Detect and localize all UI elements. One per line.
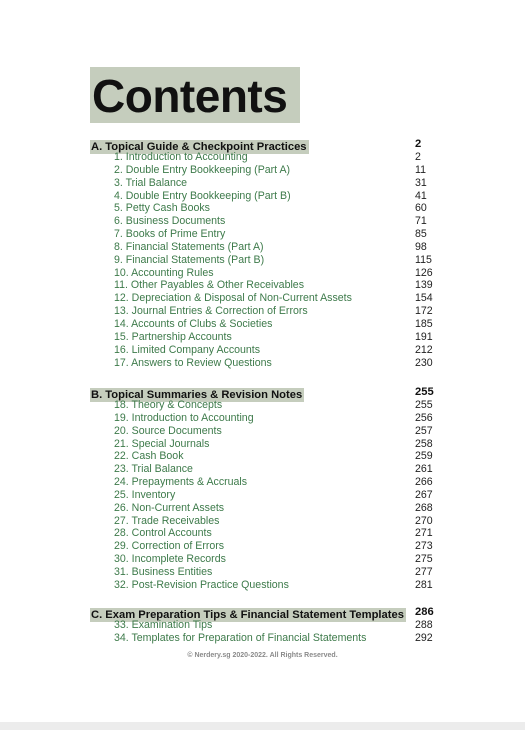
toc-entry-page: 268 [415,501,433,514]
toc-entry[interactable] [90,202,450,215]
toc-entry-page: 191 [415,330,433,343]
toc-entry-label: 29. Correction of Errors [114,540,225,553]
toc-entry-label: 30. Incomplete Records [114,553,226,566]
toc-entry[interactable] [90,190,450,203]
toc-entry[interactable] [90,399,450,412]
toc-entry-label: 23. Trial Balance [114,463,193,476]
toc-entry-label: 18. Theory & Concepts [114,399,223,411]
copyright-footer: © Nerdery.sg 2020-2022. All Rights Reserved. [187,652,338,659]
toc-entry-label: 32. Post-Revision Practice Questions [114,578,289,591]
page-title: Contents [90,67,300,123]
toc-entry[interactable] [90,527,450,540]
toc-entry-page: 261 [415,463,433,476]
toc-entry[interactable] [90,177,450,190]
toc-entry-page: 11 [415,163,426,176]
toc-entry[interactable] [90,254,450,267]
toc-entry[interactable] [90,540,450,553]
toc-entry-page: 255 [415,399,433,411]
toc-entry[interactable] [90,412,450,425]
section-heading[interactable] [90,605,450,619]
toc-entry-page: 154 [415,292,433,305]
toc-entry-page: 266 [415,476,433,489]
toc-entry-page: 139 [415,279,433,292]
toc-entry-page: 230 [415,356,433,369]
toc-entry-label: 1. Introduction to Accounting [114,151,248,163]
toc-entry-label: 8. Financial Statements (Part A) [114,240,264,253]
section-title: C. Exam Preparation Tips & Financial Statement Templates [91,609,404,621]
toc-entry-label: 12. Depreciation & Disposal of Non-Current Assets [114,292,352,305]
toc-entry[interactable] [90,292,450,305]
toc-entry-page: 277 [415,565,433,578]
toc-entry[interactable] [90,151,450,164]
toc-entry-page: 292 [415,631,433,644]
toc-entry-label: 10. Accounting Rules [114,266,214,279]
toc-entry[interactable] [90,515,450,528]
toc-entry-label: 25. Inventory [114,488,176,501]
toc-entry-page: 267 [415,488,433,501]
toc-entry[interactable] [90,357,450,370]
toc-entry-label: 3. Trial Balance [114,176,188,189]
toc-entry-page: 126 [415,266,433,279]
toc-entry-page: 256 [415,411,433,424]
toc-entry[interactable] [90,344,450,357]
toc-entry[interactable] [90,438,450,451]
toc-entry-label: 5. Petty Cash Books [114,202,210,215]
toc-entry-page: 41 [415,189,427,202]
toc-entry-label: 24. Prepayments & Accruals [114,476,248,489]
section-heading[interactable] [90,385,450,399]
toc-entry-label: 26. Non-Current Assets [114,501,225,514]
toc-entry[interactable] [90,331,450,344]
toc-entry[interactable] [90,228,450,241]
toc-entry-label: 31. Business Entities [114,565,213,578]
toc-section-b [90,385,450,592]
toc-entry-page: 185 [415,317,433,330]
toc-entry[interactable] [90,164,450,177]
toc-entry[interactable] [90,318,450,331]
toc-entry-page: 60 [415,202,427,215]
toc-entry-page: 259 [415,450,433,463]
toc-entry[interactable] [90,476,450,489]
toc-entry-page: 270 [415,514,433,527]
toc-section-a [90,137,450,369]
toc-entry-label: 15. Partnership Accounts [114,330,232,343]
toc-entry[interactable] [90,241,450,254]
toc-entry[interactable] [90,463,450,476]
toc-entry-page: 257 [415,424,433,437]
toc-entry-label: 33. Examination Tips [114,619,213,631]
toc-entry-label: 6. Business Documents [114,215,226,228]
toc-entry-page: 85 [415,228,427,241]
section-page-number: 286 [415,606,434,618]
toc-entry[interactable] [90,553,450,566]
toc-entry[interactable] [90,502,450,515]
toc-entry-page: 288 [415,619,433,631]
section-page-number: 2 [415,138,422,150]
toc-entry-label: 2. Double Entry Bookkeeping (Part A) [114,163,291,176]
toc-entry-label: 17. Answers to Review Questions [114,356,272,369]
toc-entry[interactable] [90,632,450,645]
toc-entry-page: 71 [415,215,427,228]
toc-entry-page: 275 [415,553,433,566]
toc-entry-label: 9. Financial Statements (Part B) [114,253,265,266]
toc-section-c [90,605,450,645]
toc-entry-page: 258 [415,437,433,450]
toc-entry-label: 14. Accounts of Clubs & Societies [114,317,273,330]
toc-entry-page: 271 [415,527,433,540]
toc-entry-label: 11. Other Payables & Other Receivables [114,279,304,292]
toc-entry-label: 19. Introduction to Accounting [114,411,254,424]
toc-entry-label: 7. Books of Prime Entry [114,228,226,241]
section-heading[interactable] [90,137,450,151]
toc-entry-label: 20. Source Documents [114,424,222,437]
toc-entry-label: 4. Double Entry Bookkeeping (Part B) [114,189,291,202]
section-title: A. Topical Guide & Checkpoint Practices [91,141,307,153]
toc-entry[interactable] [90,305,450,318]
toc-entry-page: 115 [415,253,432,266]
section-page-number: 255 [415,386,434,398]
toc-entry-label: 22. Cash Book [114,450,184,463]
toc-entry-page: 281 [415,578,433,591]
toc-entry-page: 98 [415,240,427,253]
toc-entry[interactable] [90,579,450,592]
toc-entry-label: 13. Journal Entries & Correction of Errors [114,305,308,318]
toc-entry[interactable] [90,267,450,280]
toc-entry-page: 212 [415,343,433,356]
toc-entry-label: 34. Templates for Preparation of Financial Statements [114,631,367,644]
toc-entry-page: 172 [415,305,433,318]
toc-entry[interactable] [90,619,450,632]
toc-entry[interactable] [90,279,450,292]
toc-entry-label: 16. Limited Company Accounts [114,343,261,356]
toc-entry[interactable] [90,566,450,579]
toc-entry[interactable] [90,450,450,463]
toc-entry-label: 21. Special Journals [114,437,210,450]
section-title: B. Topical Summaries & Revision Notes [91,389,303,401]
toc-entry-label: 28. Control Accounts [114,527,212,540]
toc-entry[interactable] [90,215,450,228]
toc-entry[interactable] [90,489,450,502]
toc-entry[interactable] [90,425,450,438]
toc-entry-page: 2 [415,151,421,163]
toc-entry-label: 27. Trade Receivables [114,514,220,527]
toc-entry-page: 273 [415,540,433,553]
toc-entry-page: 31 [415,176,427,189]
